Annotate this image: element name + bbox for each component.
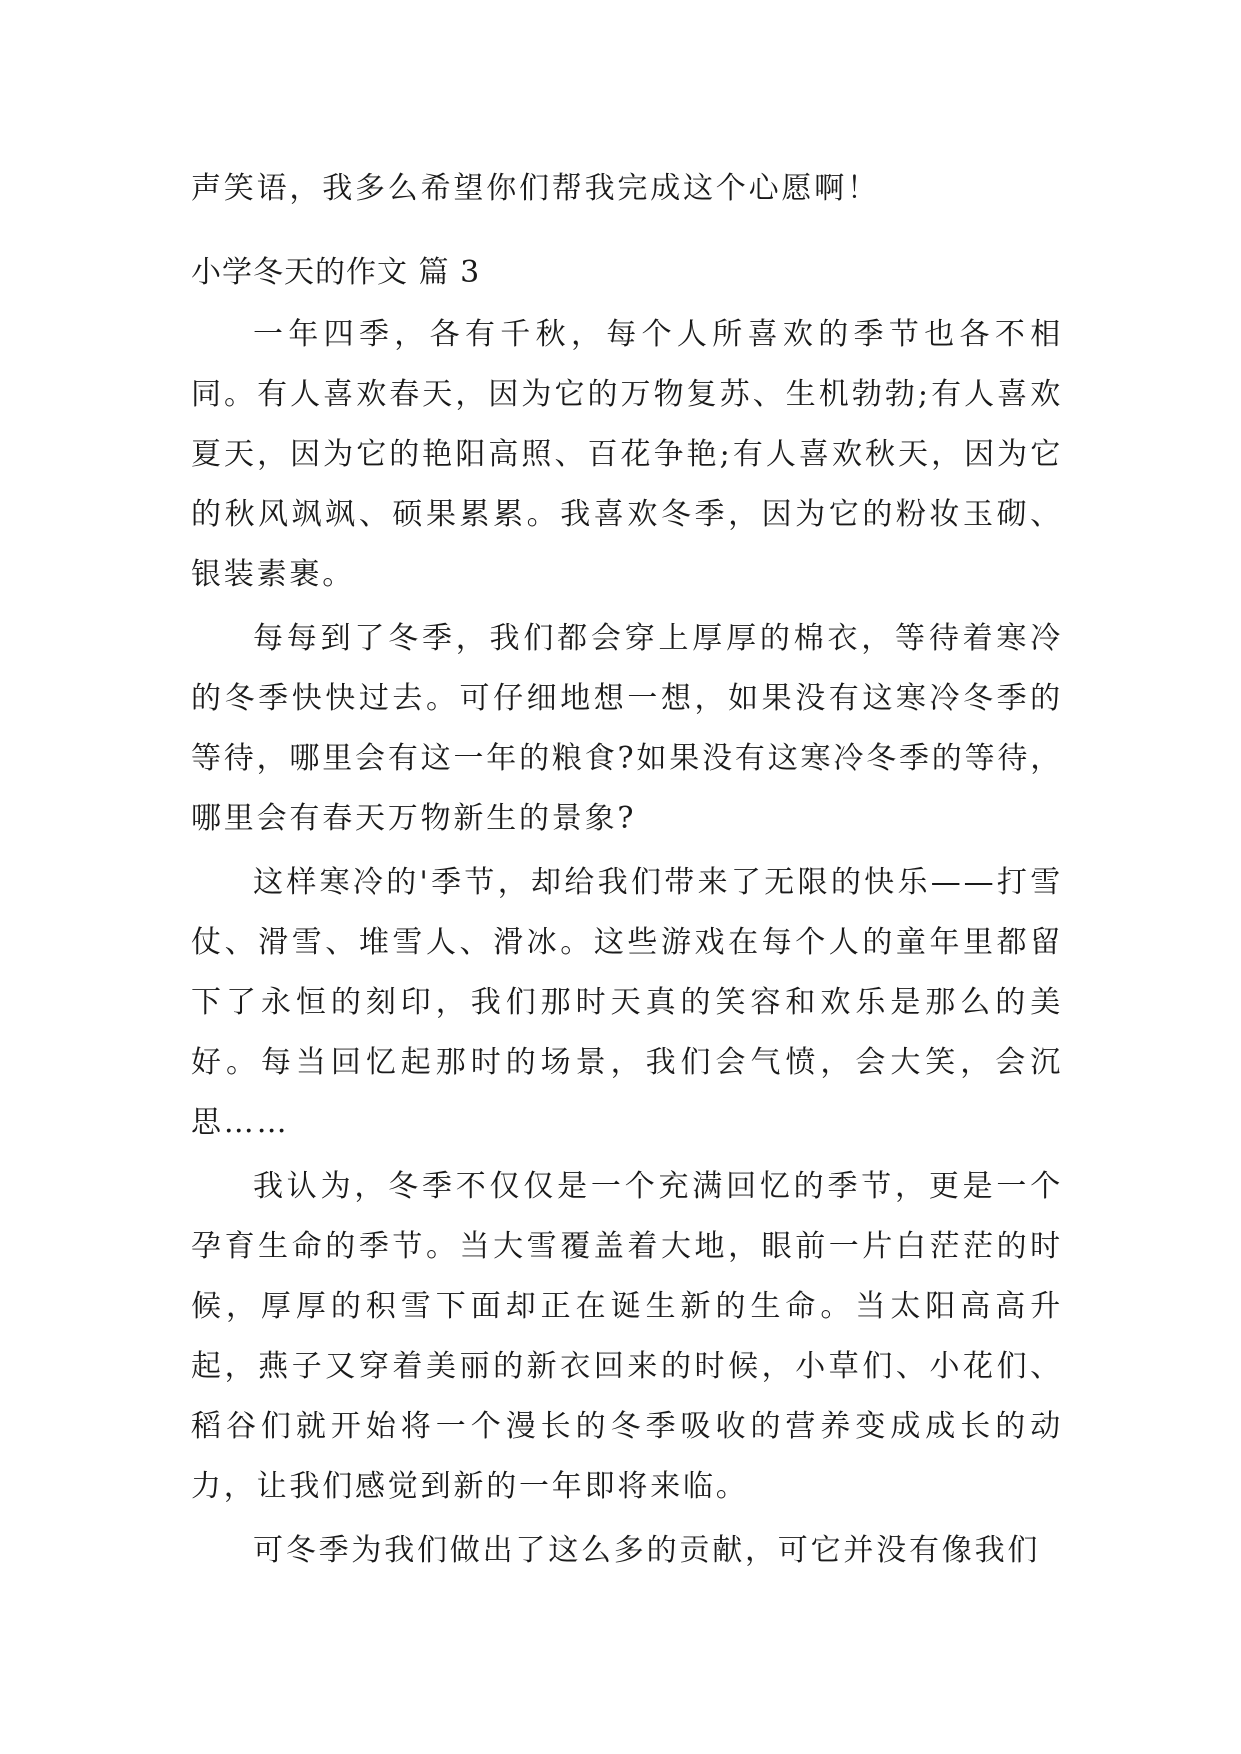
essay-heading: 小学冬天的作文 篇 3 — [191, 255, 481, 290]
paragraph-4: 我认为，冬季不仅仅是一个充满回忆的季节，更是一个孕育生命的季节。当大雪覆盖着大地，眼前一片白茫茫的时候，厚厚的积雪下面却正在诞生新的生命。当太阳高高升起，燕子又穿着美丽的新衣回来的时候，小草们、小花们、稻谷们就开始将一个漫长的冬季吸收的营养变成成长的动力，让我们感觉到新的一年即将来临。 — [191, 1169, 1063, 1504]
continuation-paragraph: 声笑语，我多么希望你们帮我完成这个心愿啊！ — [191, 171, 880, 206]
paragraph-5: 可冬季为我们做出了这么多的贡献，可它并没有像我们 — [253, 1533, 1041, 1568]
essay-body — [191, 305, 1063, 1585]
paragraph-3: 这样寒冷的'季节，却给我们带来了无限的快乐——打雪仗、滑雪、堆雪人、滑冰。这些游戏在每个人的童年里都留下了永恒的刻印，我们那时天真的笑容和欢乐是那么的美好。每当回忆起那时的场景，我们会气愤，会大笑，会沉思…… — [191, 865, 1063, 1140]
paragraph-2: 每每到了冬季，我们都会穿上厚厚的棉衣，等待着寒冷的冬季快快过去。可仔细地想一想，如果没有这寒冷冬季的等待，哪里会有这一年的粮食?如果没有这寒冷冬季的等待，哪里会有春天万物新生的景象? — [191, 621, 1063, 836]
paragraph-1: 一年四季，各有千秋，每个人所喜欢的季节也各不相同。有人喜欢春天，因为它的万物复苏、生机勃勃;有人喜欢夏天，因为它的艳阳高照、百花争艳;有人喜欢秋天，因为它的秋风飒飒、硕果累累。我喜欢冬季，因为它的粉妆玉砌、银装素裹。 — [191, 317, 1063, 592]
